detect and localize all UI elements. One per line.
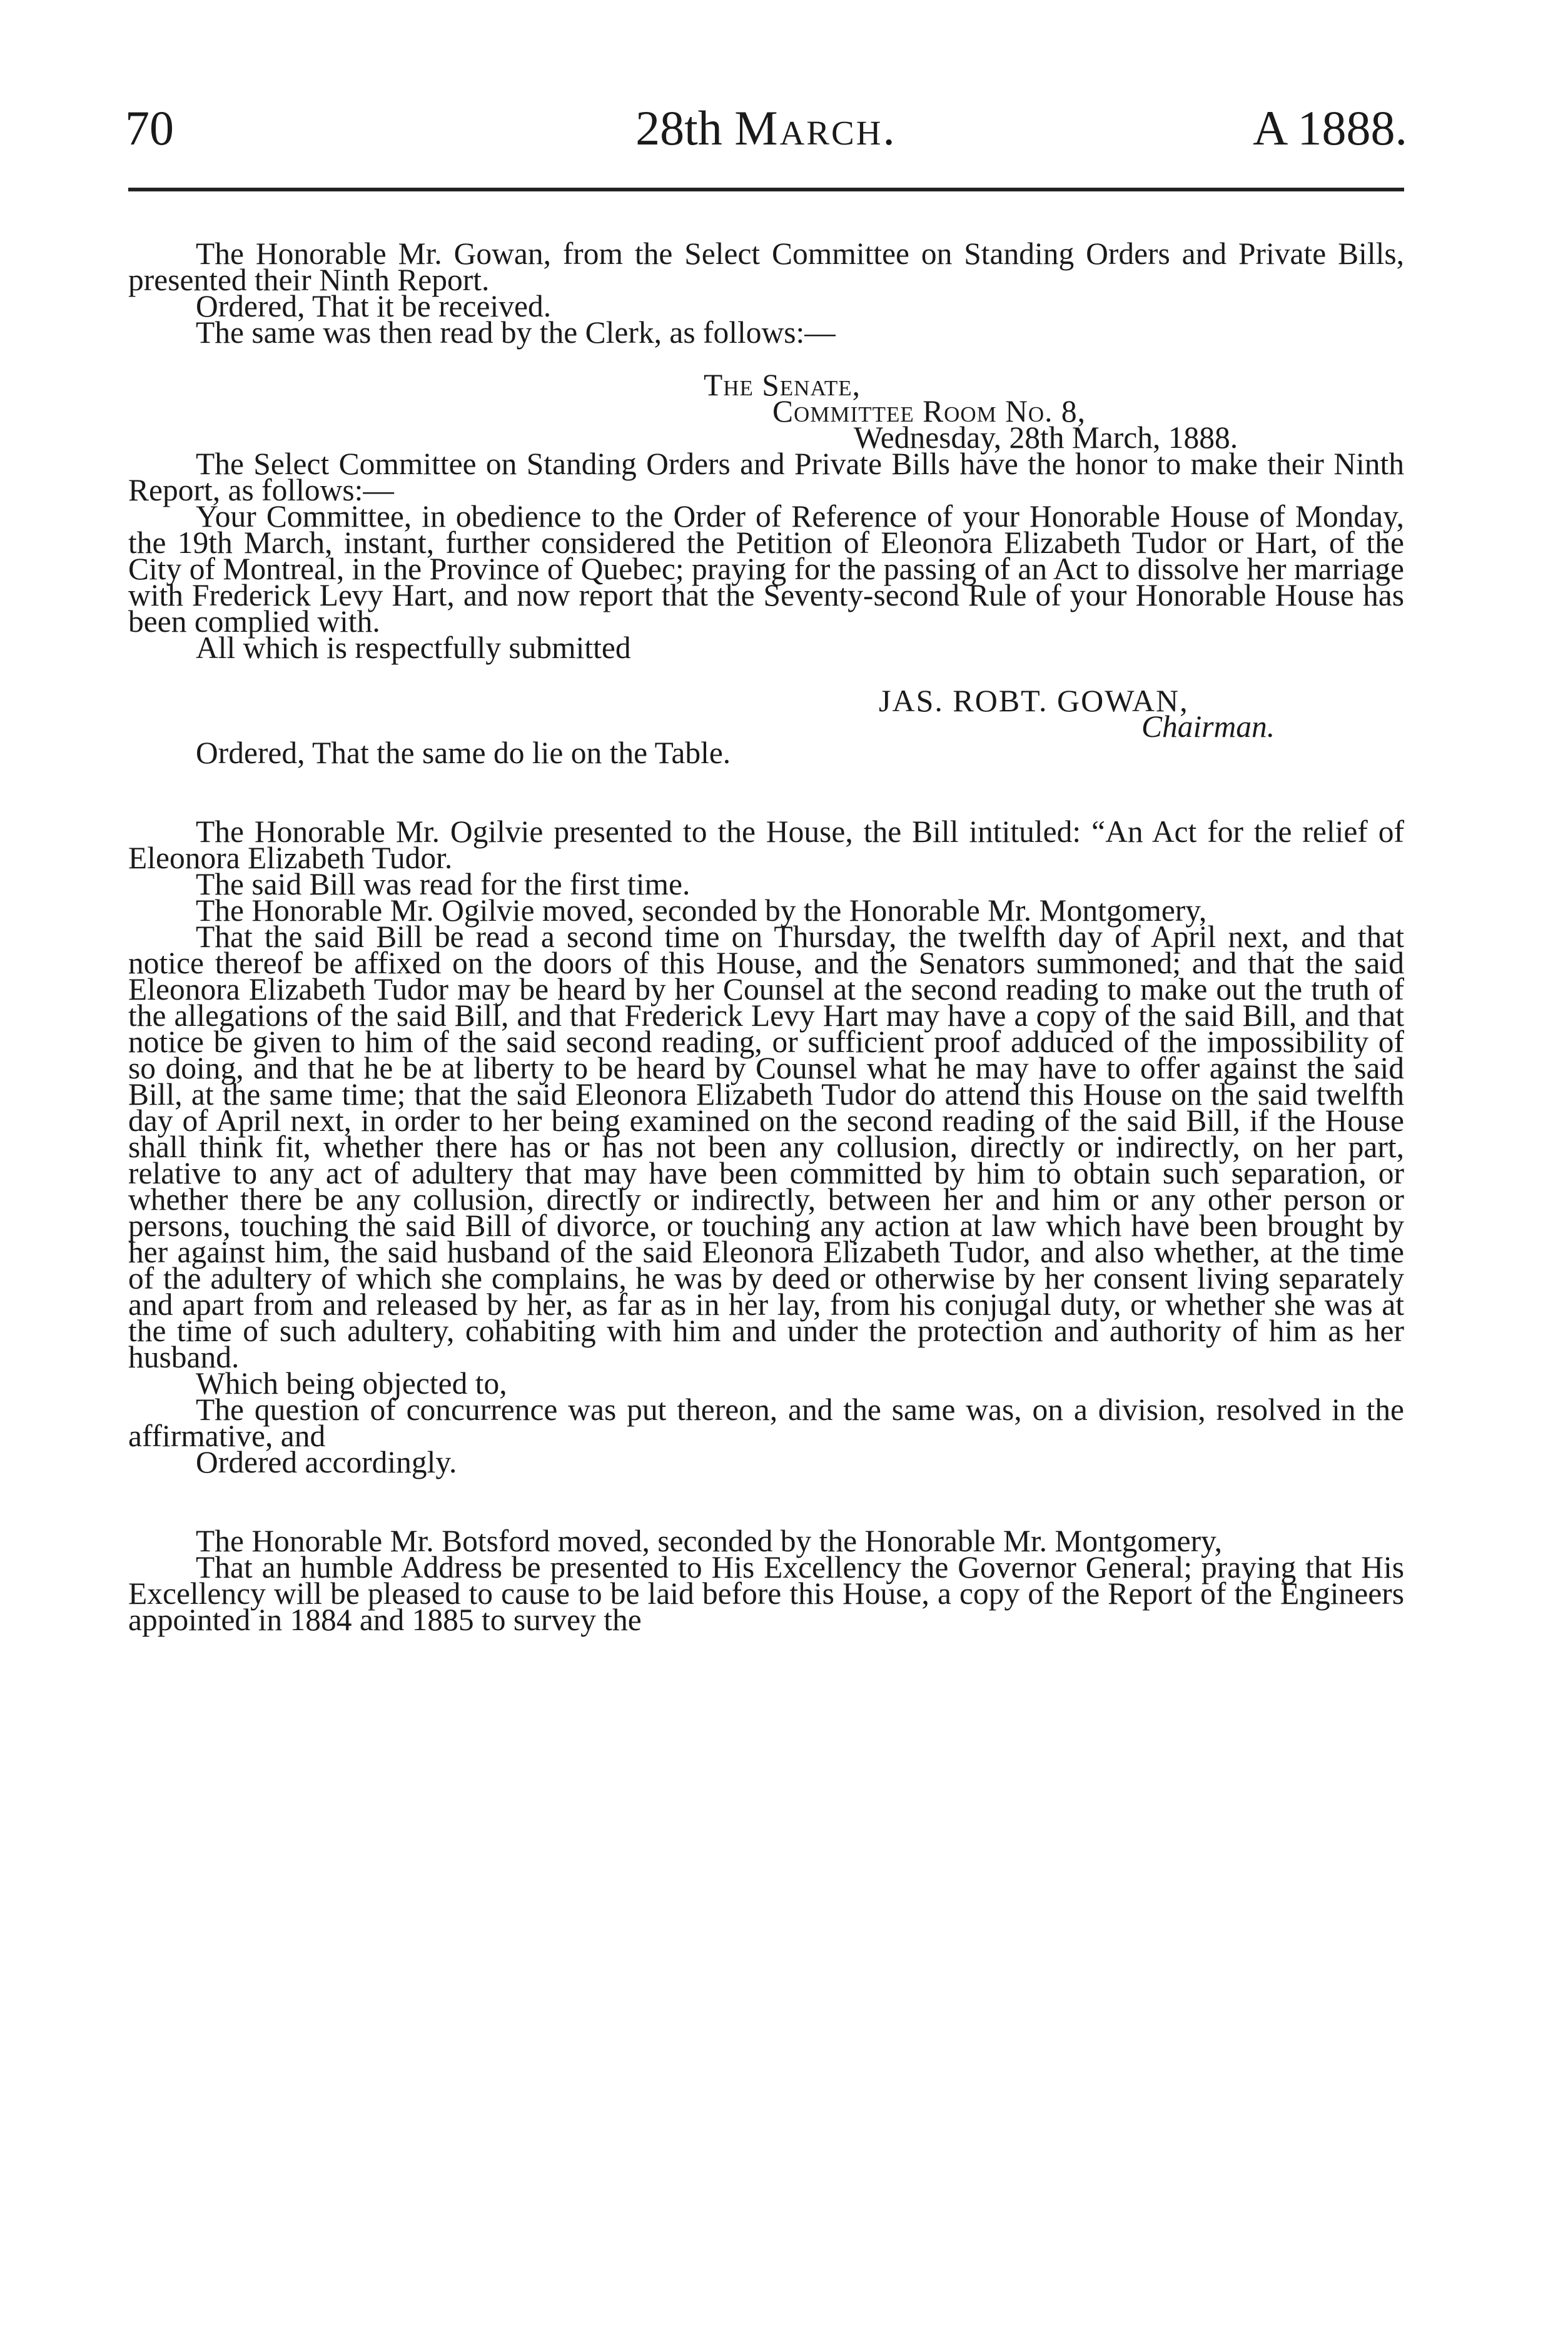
paragraph-ninth-report-intro: The Select Committee on Standing Orders and Private Bills have the honor to make their Ninth Report, as follows:—	[128, 447, 1404, 507]
paragraph-petition: Your Committee, in obedience to the Order of Reference of your Honorable House of Monday, the 19th March, instant, further considered the Petition of Eleonora Elizabeth Tudor or Hart, of the City of Montreal, in the Province of Quebec; praying for the passing of an Act to dissolve her marriage with Frederick Levy Hart, and now report that the Seventy-second Rule of your Honorable House has been complied with.	[128, 499, 1404, 639]
running-head-date	[125, 100, 1407, 156]
address-date: Wednesday, 28th March, 1888.	[854, 420, 1238, 455]
paragraph-division: The question of concurrence was put thereon, and the same was, on a division, resolved in the affirmative, and	[128, 1392, 1404, 1453]
page-number: 70	[125, 101, 174, 155]
paragraph-bill-presented: The Honorable Mr. Ogilvie presented to the House, the Bill intituled: “An Act for the relief of Eleonora Elizabeth Tudor.	[128, 814, 1404, 875]
paragraph-motion-botsford: The Honorable Mr. Botsford moved, seconded by the Honorable Mr. Montgomery,	[196, 1524, 1222, 1558]
paragraph-ordered-received: Ordered, That it be received.	[196, 289, 552, 323]
paragraph-objected: Which being objected to,	[196, 1366, 507, 1401]
paragraph-motion-ogilvie: The Honorable Mr. Ogilvie moved, seconded by the Honorable Mr. Montgomery,	[196, 893, 1207, 928]
paragraph-read-by-clerk: The same was then read by the Clerk, as follows:—	[196, 315, 836, 350]
running-head-month: March.	[734, 101, 897, 155]
address-senate: The Senate,	[704, 368, 861, 402]
signature: JAS. ROBT. GOWAN,	[879, 683, 1189, 718]
paragraph-lie-on-table: Ordered, That the same do lie on the Table.	[196, 736, 731, 770]
paragraph-report-presented: The Honorable Mr. Gowan, from the Select Committee on Standing Orders and Private Bills, presented their Ninth Report.	[128, 236, 1404, 297]
body-text	[128, 236, 1404, 1637]
signature-title: Chairman.	[1141, 709, 1275, 744]
paragraph-first-reading: The said Bill was read for the first time.	[196, 867, 690, 901]
paragraph-ordered-accordingly: Ordered accordingly.	[196, 1445, 457, 1479]
paragraph-humble-address: That an humble Address be presented to His Excellency the Governor General; praying that His Excellency will be pleased to cause to be laid before this House, a copy of the Report of the Engineers appointed in 1884 and 1885 to survey the	[128, 1550, 1404, 1637]
address-committee-room: Committee Room No. 8,	[772, 394, 1086, 428]
running-head-day: 28th	[635, 101, 722, 155]
running-head	[125, 100, 1407, 169]
paragraph-submitted: All which is respectfully submitted	[196, 631, 631, 665]
paragraph-second-reading-motion: That the said Bill be read a second time on Thursday, the twelfth day of April next, and that notice thereof be affixed on the doors of this House, and the Senators summoned; and that the said Eleonora Elizabeth Tudor may be heard by her Counsel at the second reading to make out the truth of the allegations of the said Bill, and that Frederick Levy Hart may have a copy of the said Bill, and that notice be given to him of the said second reading, or sufficient proof adduced of the impossibility of so doing, and that he be at liberty to be heard by Counsel what he may have to offer against the said Bill, at the same time; that the said Eleonora Elizabeth Tudor do attend this House on the said twelfth day of April next, in order to her being examined on the second reading of the said Bill, if the House shall think fit, whether there has or has not been any collusion, directly or indirectly, on her part, relative to any act of adultery that may have been committed by him to obtain such separation, or whether there be any collusion, directly or indirectly, between her and him or any other person or persons, touching the said Bill of divorce, or touching any action at law which have been brought by her against him, the said husband of the said Eleonora Elizabeth Tudor, and also whether, at the time of the adultery of which she complains, he was by deed or otherwise by her consent living separately and apart from and released by her, as far as in her lay, from his conjugal duty, or whether she was at the time of such adultery, cohabiting with him and under the protection and authority of him as her husband.	[128, 920, 1404, 1374]
header-rule	[128, 188, 1404, 191]
running-head-year: A 1888.	[1252, 101, 1407, 155]
